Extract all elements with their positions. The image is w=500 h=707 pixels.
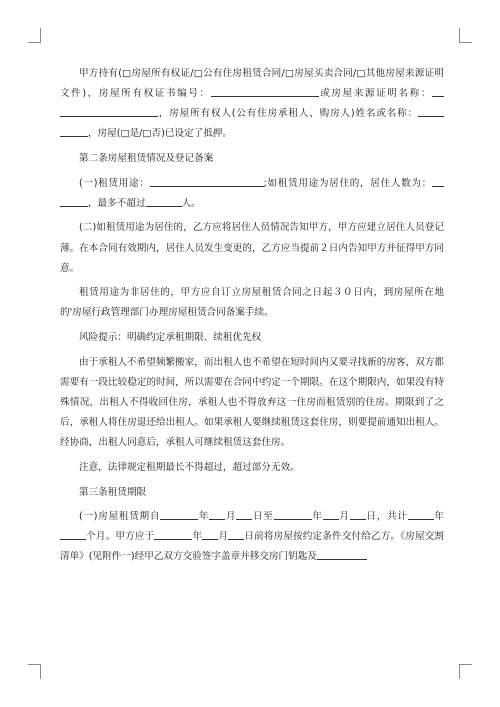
text-run: 租赁用途为非居住的，甲方应自订立房屋租赁合同之日起３０日内，到房屋所在地的'房屋行政管理部门办理房屋租赁合同备案手续。 [60, 287, 444, 319]
blank-field[interactable] [150, 175, 264, 187]
text-run: 注意，法律规定租期最长不得超过，超过部分无效。 [79, 461, 300, 473]
blank-field[interactable] [154, 528, 192, 540]
text-run: (一)租赁用途： [79, 177, 150, 189]
text-run: 甲方持有(□房屋所有权证/□公有住房租赁合同/□房屋买卖合同/□其他房屋来源证明文件)，房屋所有权证书编号： [60, 68, 444, 100]
blank-field[interactable] [323, 508, 339, 520]
blank-field[interactable] [236, 508, 252, 520]
blank-field[interactable] [60, 195, 88, 207]
text-run: ，房屋(□是/□否)已设定了抵押。 [88, 128, 232, 140]
text-run: 第三条租赁期限 [79, 486, 147, 498]
blank-field[interactable] [432, 175, 444, 187]
text-run: ;如租赁用途为居住的，居住人数为： [263, 177, 432, 189]
blank-field[interactable] [418, 105, 444, 117]
text-run: 第二条房屋租赁情况及登记备案 [79, 152, 214, 164]
text-run: 人。 [181, 197, 201, 209]
blank-field[interactable] [202, 528, 218, 540]
blank-field[interactable] [408, 508, 434, 520]
blank-field[interactable] [432, 85, 444, 97]
paragraph-p10 [60, 507, 444, 567]
text-run: 月 [338, 511, 350, 523]
crop-mark-top-left [28, 28, 41, 43]
text-run: 日，共计 [365, 511, 408, 523]
paragraph-p6 [60, 328, 444, 348]
text-run: 日前将房屋按约定条件交付给乙方。《房屋交割清单》(见附件一)经甲乙双方交验签字盖章并移交房门钥匙及 [60, 531, 445, 563]
paragraph-p8 [60, 458, 444, 478]
blank-field[interactable] [60, 528, 86, 540]
text-run: (二)如租赁用途为居住的，乙方应将居住人员情况告知甲方，甲方应建立居住人员登记薄。在本合同有效期内，居住人员发生变更的，乙方应当提前２日内告知甲方并征得甲方同意。 [60, 222, 444, 274]
paragraph-p1 [60, 64, 444, 144]
text-run: 年 [192, 531, 203, 543]
text-run: 或房屋来源证明名称： [318, 88, 432, 100]
paragraph-p7 [60, 353, 444, 453]
text-run: ，房屋所有权人(公有住房承租人、购房人)姓名或名称： [158, 108, 418, 120]
crop-mark-bottom-right [459, 664, 472, 679]
text-run: 年 [433, 511, 445, 523]
text-run: 日至 [252, 511, 274, 523]
blank-field[interactable] [209, 508, 225, 520]
blank-field[interactable] [228, 528, 244, 540]
blank-field[interactable] [211, 85, 319, 97]
text-run: (一)房屋租赁期自 [79, 511, 161, 523]
crop-mark-top-right [459, 28, 472, 43]
paragraph-p2 [60, 149, 444, 169]
text-run: 年 [198, 511, 210, 523]
text-run: 风险提示：明确约定承租期限、续租优先权 [79, 332, 262, 344]
text-run: 个月。甲方应于 [86, 531, 155, 543]
blank-field[interactable] [60, 105, 158, 117]
blank-field[interactable] [146, 195, 182, 207]
text-run: ，最多不超过 [88, 197, 146, 209]
text-run: 由于承租人不希望频繁搬家，而出租人也不希望在短时间内又要寻找新的房客，双方都需要有一段比较稳定的时间，所以需要在合同中约定一个期限。在这个期限内，如果没有特殊情况，出租人不得收回住房，承租人也不得放弃这一住房而租赁别的住房。期限到了之后，承租人将住房退还给出租人。如果承租人要继续租赁这套住房，则要提前通知出租人。经协商，出租人同意后，承租人可继续租赁这套住房。 [60, 356, 444, 449]
blank-field[interactable] [274, 508, 312, 520]
paragraph-p9 [60, 483, 444, 503]
text-run: 月 [218, 531, 229, 543]
blank-field[interactable] [160, 508, 198, 520]
blank-field[interactable] [317, 548, 367, 560]
paragraph-p3 [60, 174, 444, 214]
blank-field[interactable] [60, 125, 88, 137]
paragraph-p5 [60, 283, 444, 323]
blank-field[interactable] [350, 508, 366, 520]
text-run: 年 [311, 511, 323, 523]
text-run: 月 [225, 511, 237, 523]
paragraph-p4 [60, 218, 444, 278]
document-body [60, 64, 444, 572]
crop-mark-bottom-left [28, 664, 41, 679]
